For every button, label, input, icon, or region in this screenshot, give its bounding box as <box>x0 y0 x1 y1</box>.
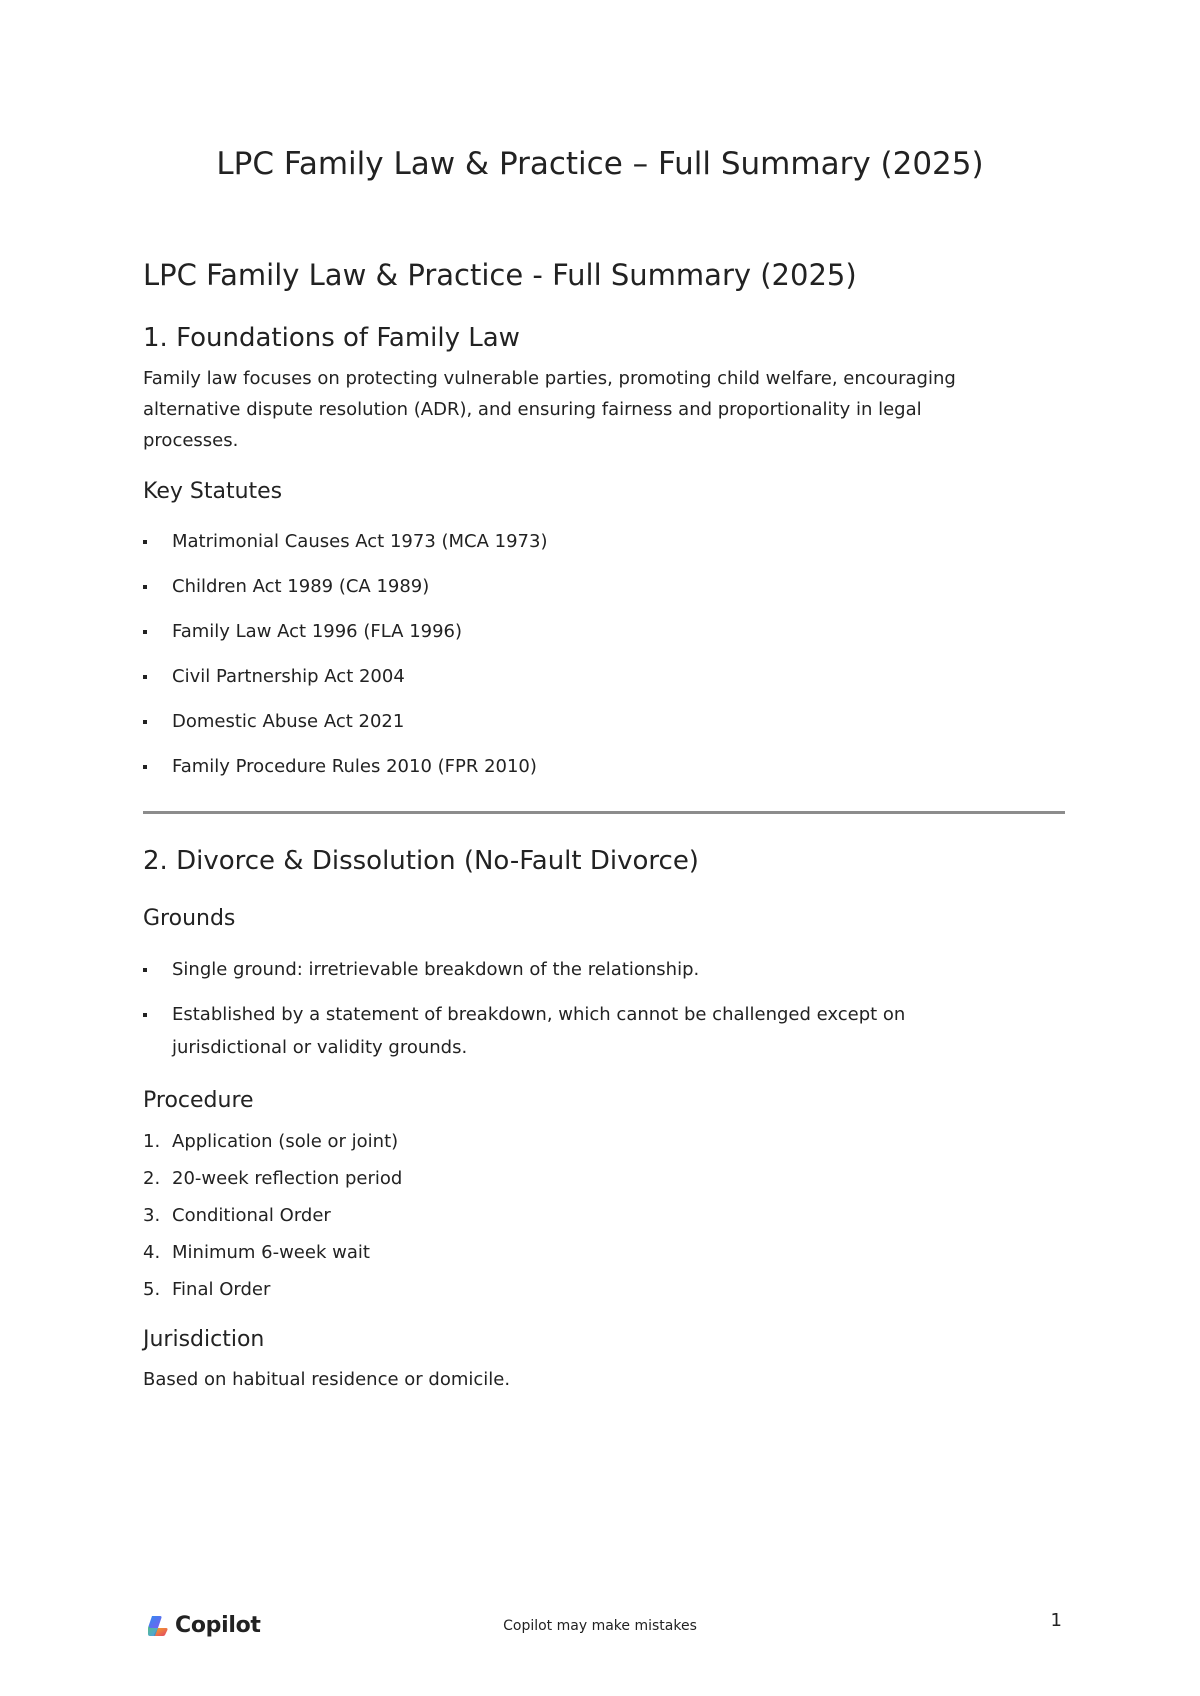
key-statutes-heading: Key Statutes <box>143 479 283 504</box>
list-item <box>143 992 1065 1064</box>
step-text: Minimum 6-week wait <box>172 1242 370 1263</box>
bullet-icon <box>143 968 147 972</box>
list-item <box>143 1197 1065 1234</box>
bullet-icon <box>143 630 147 634</box>
section2-heading: 2. Divorce & Dissolution (No-Fault Divorce) <box>143 846 699 876</box>
list-item <box>143 564 1065 609</box>
step-number: 3. <box>143 1205 161 1226</box>
document-content <box>143 256 1065 1397</box>
step-text: Conditional Order <box>172 1205 331 1226</box>
grounds-list <box>143 947 1065 1064</box>
section-divider <box>143 811 1065 814</box>
list-item <box>143 1123 1065 1160</box>
list-item <box>143 1271 1065 1308</box>
section1-heading: 1. Foundations of Family Law <box>143 323 520 353</box>
bullet-icon <box>143 585 147 589</box>
intro-line: Family law focuses on protecting vulnerable parties, promoting child welfare, encouraging <box>143 368 956 389</box>
list-item <box>143 1160 1065 1197</box>
page-number: 1 <box>1050 1610 1062 1631</box>
jurisdiction-text: Based on habitual residence or domicile. <box>143 1369 511 1390</box>
list-item <box>143 947 1065 992</box>
step-number: 2. <box>143 1168 161 1189</box>
statute-text: Children Act 1989 (CA 1989) <box>172 576 430 597</box>
bullet-icon <box>143 1013 147 1017</box>
copilot-logo-text: Copilot <box>175 1613 261 1638</box>
statute-text: Family Law Act 1996 (FLA 1996) <box>172 621 463 642</box>
intro-line: processes. <box>143 430 239 451</box>
procedure-heading: Procedure <box>143 1088 254 1113</box>
statute-text: Civil Partnership Act 2004 <box>172 666 405 687</box>
list-item <box>143 699 1065 744</box>
bullet-icon <box>143 675 147 679</box>
list-item <box>143 654 1065 699</box>
bullet-icon <box>143 540 147 544</box>
document-title: LPC Family Law & Practice – Full Summary (2025) <box>216 146 984 182</box>
list-item <box>143 609 1065 654</box>
list-item <box>143 519 1065 564</box>
step-text: Application (sole or joint) <box>172 1131 399 1152</box>
statutes-list <box>143 519 1065 789</box>
procedure-list <box>143 1123 1065 1308</box>
bullet-icon <box>143 720 147 724</box>
step-number: 5. <box>143 1279 161 1300</box>
bullet-icon <box>143 765 147 769</box>
statute-text: Domestic Abuse Act 2021 <box>172 711 405 732</box>
intro-line: alternative dispute resolution (ADR), and ensuring fairness and proportionality in legal <box>143 399 922 420</box>
ground-text-continued: jurisdictional or validity grounds. <box>172 1037 468 1058</box>
grounds-heading: Grounds <box>143 906 236 931</box>
list-item <box>143 1234 1065 1271</box>
section1-intro <box>143 363 1065 456</box>
main-heading: LPC Family Law & Practice - Full Summary (2025) <box>143 258 857 292</box>
statute-text: Family Procedure Rules 2010 (FPR 2010) <box>172 756 537 777</box>
step-number: 1. <box>143 1131 161 1152</box>
ground-text: Established by a statement of breakdown, which cannot be challenged except on <box>172 1004 906 1025</box>
step-text: 20-week reflection period <box>172 1168 403 1189</box>
list-item <box>143 744 1065 789</box>
statute-text: Matrimonial Causes Act 1973 (MCA 1973) <box>172 531 548 552</box>
footer-disclaimer: Copilot may make mistakes <box>503 1618 697 1634</box>
ground-text: Single ground: irretrievable breakdown of the relationship. <box>172 959 700 980</box>
step-text: Final Order <box>172 1279 271 1300</box>
step-number: 4. <box>143 1242 161 1263</box>
jurisdiction-heading: Jurisdiction <box>143 1327 265 1352</box>
